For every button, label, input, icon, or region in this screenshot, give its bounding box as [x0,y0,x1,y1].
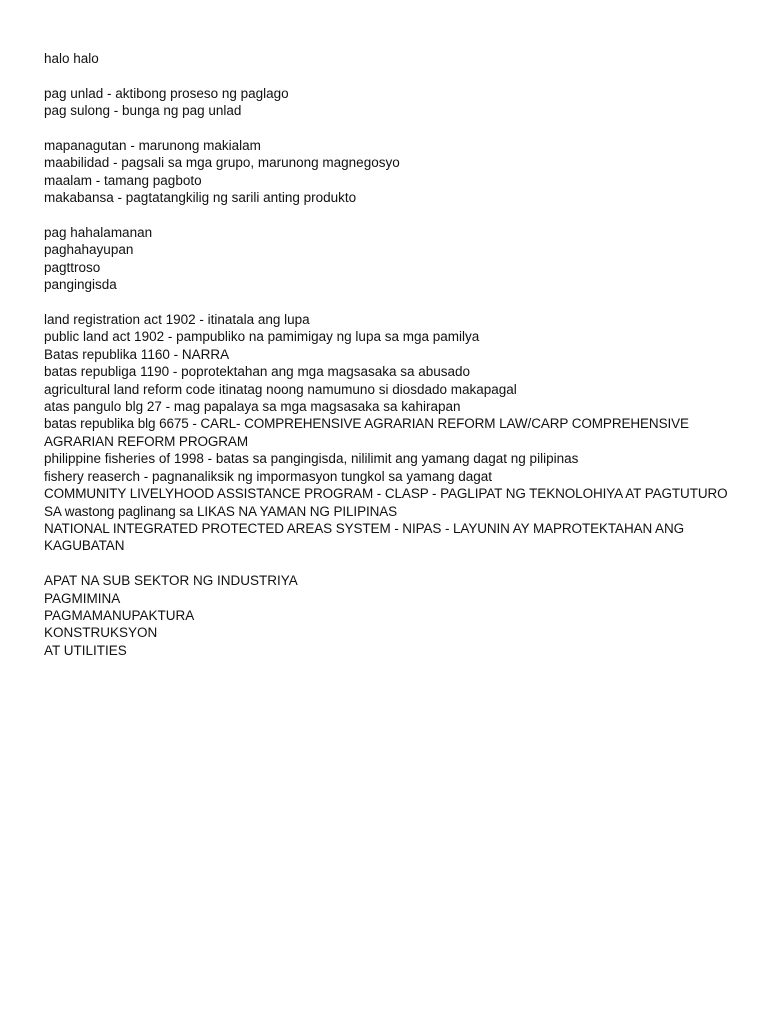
text-line: maabilidad - pagsali sa mga grupo, marunong magnegosyo [44,155,400,171]
text-line: pag hahalamanan [44,225,153,241]
text-line: pag unlad - aktibong proseso ng paglago [44,85,289,101]
text-line: AT UTILITIES [44,642,127,658]
paragraph-batas [44,311,734,555]
text-line: agricultural land reform code itinatag noong namumuno si diosdado makapagal [44,381,517,397]
text-line: PAGMIMINA [44,590,121,606]
text-line: pag sulong - bunga ng pag unlad [44,103,242,119]
text-line: land registration act 1902 - itinatala ang lupa [44,312,310,328]
text-line: paghahayupan [44,242,134,258]
document-page [44,50,734,677]
text-line: maalam - tamang pagboto [44,172,202,188]
paragraph-industriya [44,572,734,659]
text-line: APAT NA SUB SEKTOR NG INDUSTRIYA [44,573,298,589]
text-line: batas republiga 1190 - poprotektahan ang mga magsasaka sa abusado [44,364,471,380]
paragraph-katangian [44,137,734,207]
text-line: Batas republika 1160 - NARRA [44,346,230,362]
paragraph-unlad-sulong [44,85,734,120]
text-line: makabansa - pagtatangkilig ng sarili anting produkto [44,190,357,206]
text-line: pangingisda [44,277,117,293]
text-line: mapanagutan - marunong makialam [44,138,261,153]
text-line: COMMUNITY LIVELYHOOD ASSISTANCE PROGRAM - CLASP - PAGLIPAT NG TEKNOLOHIYA AT PAGTUTURO SA wastong paglinang sa LIKAS NA YAMAN NG PILIPINAS [44,486,728,519]
text-line: public land act 1902 - pampubliko na pamimigay ng lupa sa mga pamilya [44,329,480,345]
text-line: philippine fisheries of 1998 - batas sa pangingisda, nililimit ang yamang dagat ng pilipinas [44,451,579,467]
text-line: PAGMAMANUPAKTURA [44,607,195,623]
paragraph-agrikultura [44,224,734,294]
text-line: KONSTRUKSYON [44,625,158,641]
document-title: halo halo [44,51,99,66]
text-line: pagttroso [44,259,101,275]
text-line: fishery reaserch - pagnanaliksik ng impormasyon tungkol sa yamang dagat [44,468,492,484]
text-line: atas pangulo blg 27 - mag papalaya sa mga magsasaka sa kahirapan [44,399,461,415]
text-line: NATIONAL INTEGRATED PROTECTED AREAS SYSTEM - NIPAS - LAYUNIN AY MAPROTEKTAHAN ANG KAGUBATAN [44,520,685,554]
document-title-block [44,50,734,67]
text-line: batas republika blg 6675 - CARL- COMPREHENSIVE AGRARIAN REFORM LAW/CARP COMPREHENSIVE AGRARIAN REFORM PROGRAM [44,416,689,449]
